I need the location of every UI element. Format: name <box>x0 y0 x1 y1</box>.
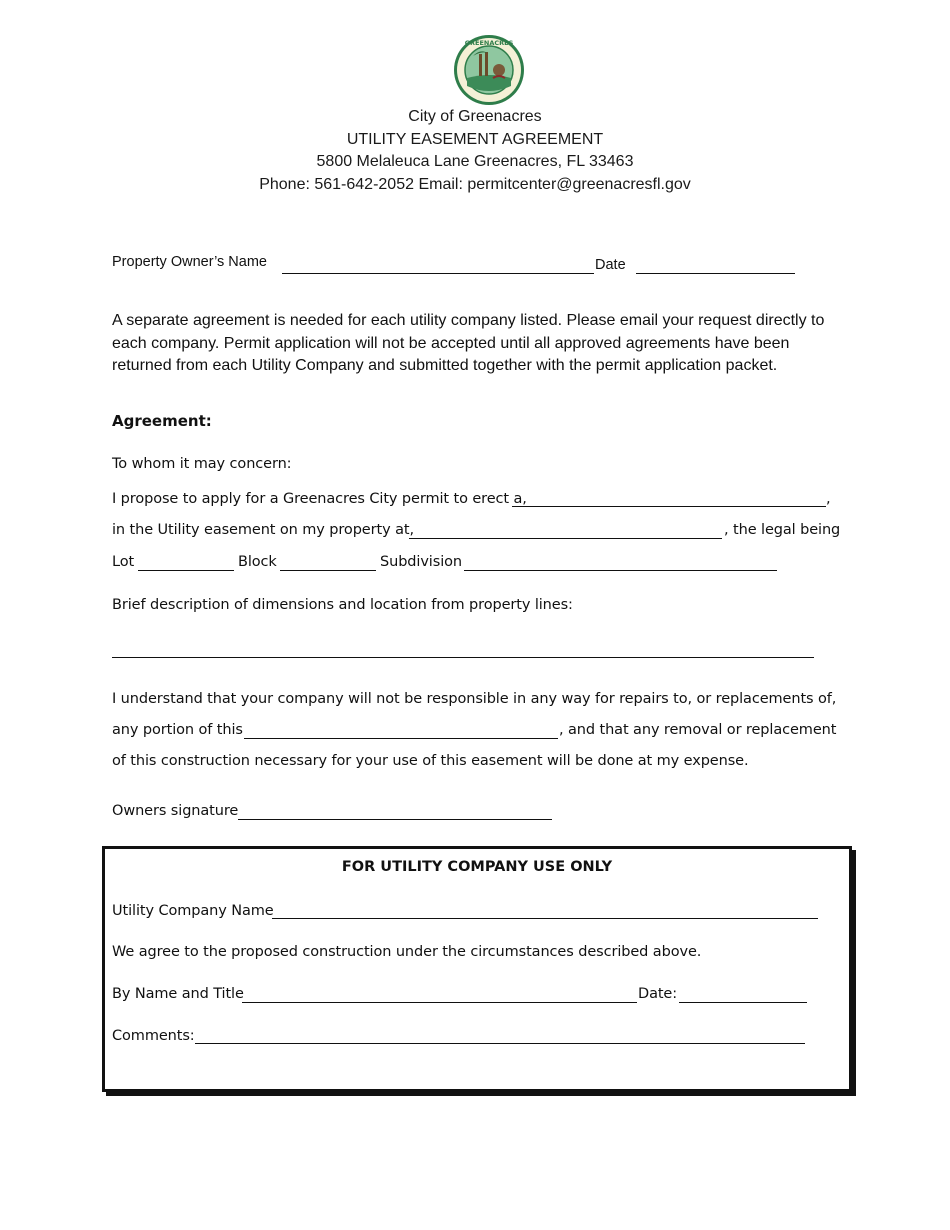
owner-name-label: Property Owner’s Name <box>112 254 267 270</box>
lot-label: Lot <box>112 554 135 570</box>
propose-suffix: , <box>826 491 831 507</box>
utility-date-field[interactable] <box>681 983 809 1003</box>
understand-line-3: of this construction necessary for your use of this easement will be done at my expense. <box>112 753 749 769</box>
agreement-heading: Agreement: <box>112 412 212 430</box>
by-name-title-field[interactable] <box>244 983 639 1003</box>
understand-line-1: I understand that your company will not be responsible in any way for repairs to, or replacements of, <box>112 691 837 707</box>
utility-company-box <box>102 846 852 1092</box>
date-field[interactable] <box>638 254 797 274</box>
comments-label: Comments: <box>112 1028 195 1044</box>
by-name-title-label: By Name and Title <box>112 986 244 1002</box>
block-label: Block <box>238 554 277 570</box>
comments-field[interactable] <box>197 1024 807 1044</box>
owner-name-field[interactable] <box>284 254 596 274</box>
description-label: Brief description of dimensions and location from property lines: <box>112 597 573 613</box>
utility-date-label: Date: <box>638 986 678 1002</box>
utility-company-field[interactable] <box>274 899 820 919</box>
subdivision-field[interactable] <box>466 551 779 571</box>
date-label: Date <box>595 257 626 273</box>
legal-suffix: , the legal being <box>724 522 841 538</box>
greeting-text: To whom it may concern: <box>112 456 292 472</box>
signature-label: Owners signature <box>112 803 239 819</box>
agree-text: We agree to the proposed construction under the circumstances described above. <box>112 944 702 960</box>
understand-line-2b: , and that any removal or replacement <box>559 722 837 738</box>
svg-text:GREENACRES: GREENACRES <box>464 39 514 47</box>
block-field[interactable] <box>282 551 378 571</box>
signature-field[interactable] <box>240 800 554 820</box>
city-address: 5800 Melaleuca Lane Greenacres, FL 33463 <box>316 153 634 170</box>
lot-field[interactable] <box>140 551 236 571</box>
document-title: UTILITY EASEMENT AGREEMENT <box>346 131 604 148</box>
understand-line-2a: any portion of this <box>112 722 243 738</box>
easement-text: in the Utility easement on my property at, <box>112 522 414 538</box>
description-field[interactable] <box>114 636 816 658</box>
propose-text: I propose to apply for a Greenacres City permit to erect a, <box>112 491 527 507</box>
property-address-field[interactable] <box>411 519 724 539</box>
contact-info: Phone: 561-642-2052 Email: permitcenter@greenacresfl.gov <box>259 176 691 193</box>
utility-box-heading: FOR UTILITY COMPANY USE ONLY <box>341 859 613 875</box>
notice-paragraph: A separate agreement is needed for each utility company listed. Please email your request directly to each company. Permit application will not be accepted until all approved agreements have been returned from each Utility Company and submitted together with the permit application packet. <box>112 312 825 374</box>
structure-field[interactable] <box>514 488 828 508</box>
subdivision-label: Subdivision <box>380 554 462 570</box>
construction-field[interactable] <box>246 719 560 739</box>
city-seal-logo <box>453 34 525 106</box>
city-name: City of Greenacres <box>408 108 542 125</box>
utility-company-label: Utility Company Name <box>112 903 274 919</box>
